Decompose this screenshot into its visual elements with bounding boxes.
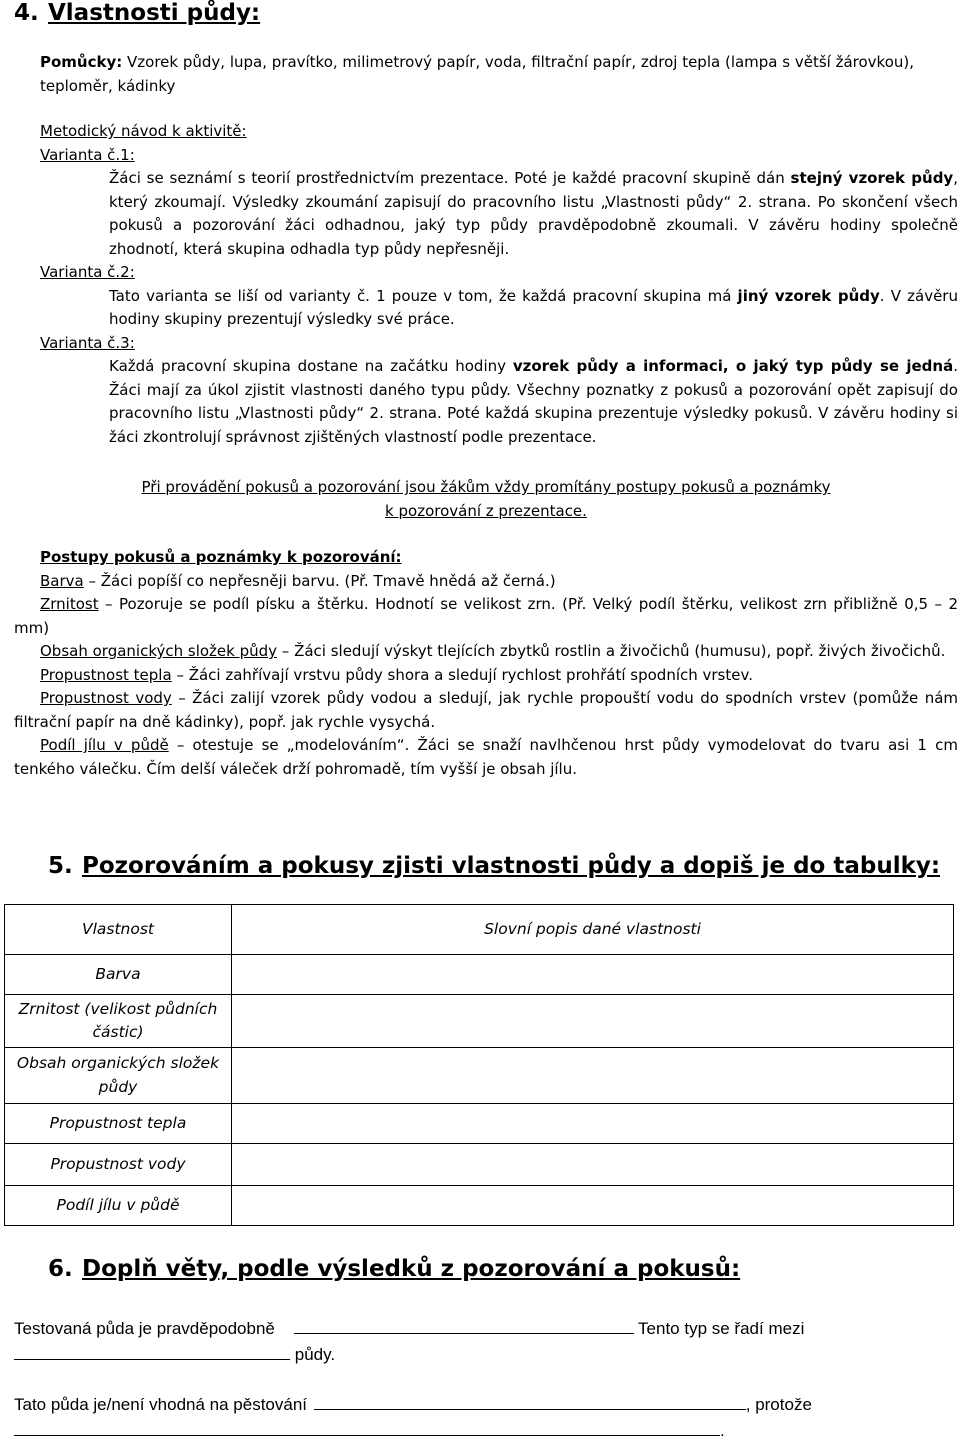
blank-crops[interactable] [314,1395,746,1410]
property-cell: Podíl jílu v půdě [5,1186,232,1226]
procedures-block [14,546,958,781]
section-number: 4. [14,0,39,26]
description-cell[interactable] [232,1144,954,1186]
section-4-heading [14,0,260,28]
variant-1-text: Žáci se seznámí s teorií prostřednictvím prezentace. Poté je každé pracovní skupině dán stejný vzorek půdy, který zkoumají. Výsledky zkoumání zapisují do pracovního listu „Vlastnosti půdy“ 2. strana. Po skončení všech pokusů a pozorování žáci odhadnou, jaký typ půdy pravděpodobně zkoumali. V závěru hodiny společně zhodnotí, která skupina odhadla typ půdy nepřesněji. [109,169,958,258]
table-row [5,955,954,995]
section-title: Pozorováním a pokusy zjisti vlastnosti půdy a dopiš je do tabulky: [82,853,941,879]
header-description: Slovní popis dané vlastnosti [232,905,954,955]
procedure-item: Zrnitost – Pozoruje se podíl písku a štěrku. Hodnotí se velikost zrn. (Př. Velký podíl štěrku, velikost zrn přibližně 0,5 – 2 mm) [14,595,958,637]
description-cell[interactable] [232,955,954,995]
section-5-heading [48,851,940,881]
variant-3-text: Každá pracovní skupina dostane na začátku hodiny vzorek půdy a informaci, o jaký typ půdy se jedná. Žáci mají za úkol zjistit vlastnosti daného typu půdy. Všechny poznatky z pokusů a pozorování opět zapisují do pracovního listu „Vlastnosti půdy“ 2. strana. Poté každá skupina prezentuje výsledky pokusů. V závěru hodiny si žáci zkontrolují správnost zjištěných vlastností podle prezentace. [109,357,958,446]
note-line-2: k pozorování z prezentace. [385,501,587,520]
properties-table [4,904,954,1226]
blank-soil-category[interactable] [14,1345,290,1360]
procedure-item: Obsah organických složek půdy – Žáci sledují výskyt tlejících zbytků rostlin a živočichů (humusu), popř. živých živočichů. [40,642,946,660]
procedure-item: Barva – Žáci popíší co nepřesněji barvu. (Př. Tmavě hnědá až černá.) [40,571,556,590]
procedures-heading: Postupy pokusů a poznámky k pozorování: [40,548,402,566]
variant-1-label: Varianta č.1: [40,145,135,164]
blank-reason[interactable] [14,1421,720,1436]
section-number: 6. [48,1256,73,1282]
section-6-heading [48,1254,740,1284]
variant-2-label: Varianta č.2: [40,263,135,281]
procedure-item: Propustnost tepla – Žáci zahřívají vrstvu půdy shora a sledují rychlost prohřátí spodních vrstev. [40,665,753,684]
method-heading: Metodický návod k aktivitě: [40,122,247,140]
table-header-row [5,905,954,955]
procedure-item: Podíl jílu v půdě – otestuje se „modelováním“. Žáci se snaží navlhčenou hrst půdy vymodelovat do tvaru asi 1 cm tenkého válečku. Čím delší váleček drží pohromadě, tím vyšší je obsah jílu. [14,736,958,778]
table-row [5,995,954,1048]
property-cell: Barva [5,955,232,995]
sentence-1: Testovaná půda je pravděpodobně Tento typ se řadí mezi půdy. [14,1319,805,1364]
tools-paragraph [40,51,958,98]
blank-soil-type[interactable] [294,1319,634,1334]
procedure-item: Propustnost vody – Žáci zalijí vzorek půdy vodou a sledují, jak rychle propouští vodu do spodních vrstev (pomůže nám filtrační papír na dně kádinky), popř. jak rychle vysychá. [14,689,959,731]
tools-label: Pomůcky: [40,53,123,71]
header-property: Vlastnost [5,905,232,955]
description-cell[interactable] [232,995,954,1048]
property-cell: Propustnost tepla [5,1104,232,1144]
note-line-1: Při provádění pokusů a pozorování jsou žákům vždy promítány postupy pokusů a poznámky [141,478,831,496]
property-cell: Propustnost vody [5,1144,232,1186]
section-title: Doplň věty, podle výsledků z pozorování a pokusů: [82,1256,741,1282]
description-cell[interactable] [232,1104,954,1144]
section-number: 5. [48,853,73,879]
tools-text: Vzorek půdy, lupa, pravítko, milimetrový papír, voda, filtrační papír, zdroj tepla (lampa s větší žárovkou), teploměr, kádinky [40,53,914,95]
variant-3-label: Varianta č.3: [40,333,135,352]
variant-2-text: Tato varianta se liší od varianty č. 1 pouze v tom, že každá pracovní skupina má jiný vzorek půdy. V závěru hodiny skupiny prezentují výsledky své práce. [109,286,958,328]
description-cell[interactable] [232,1048,954,1104]
table-row [5,1104,954,1144]
table-row [5,1144,954,1186]
property-cell: Obsah organických složek půdy [5,1048,232,1104]
presentation-note [14,476,958,523]
description-cell[interactable] [232,1186,954,1226]
section-title: Vlastnosti půdy: [48,0,261,26]
table-row [5,1186,954,1226]
property-cell: Zrnitost (velikost půdních částic) [5,995,232,1048]
table-row [5,1048,954,1104]
method-block [40,120,958,449]
sentence-2: Tato půda je/není vhodná na pěstování , protože . [14,1395,812,1440]
